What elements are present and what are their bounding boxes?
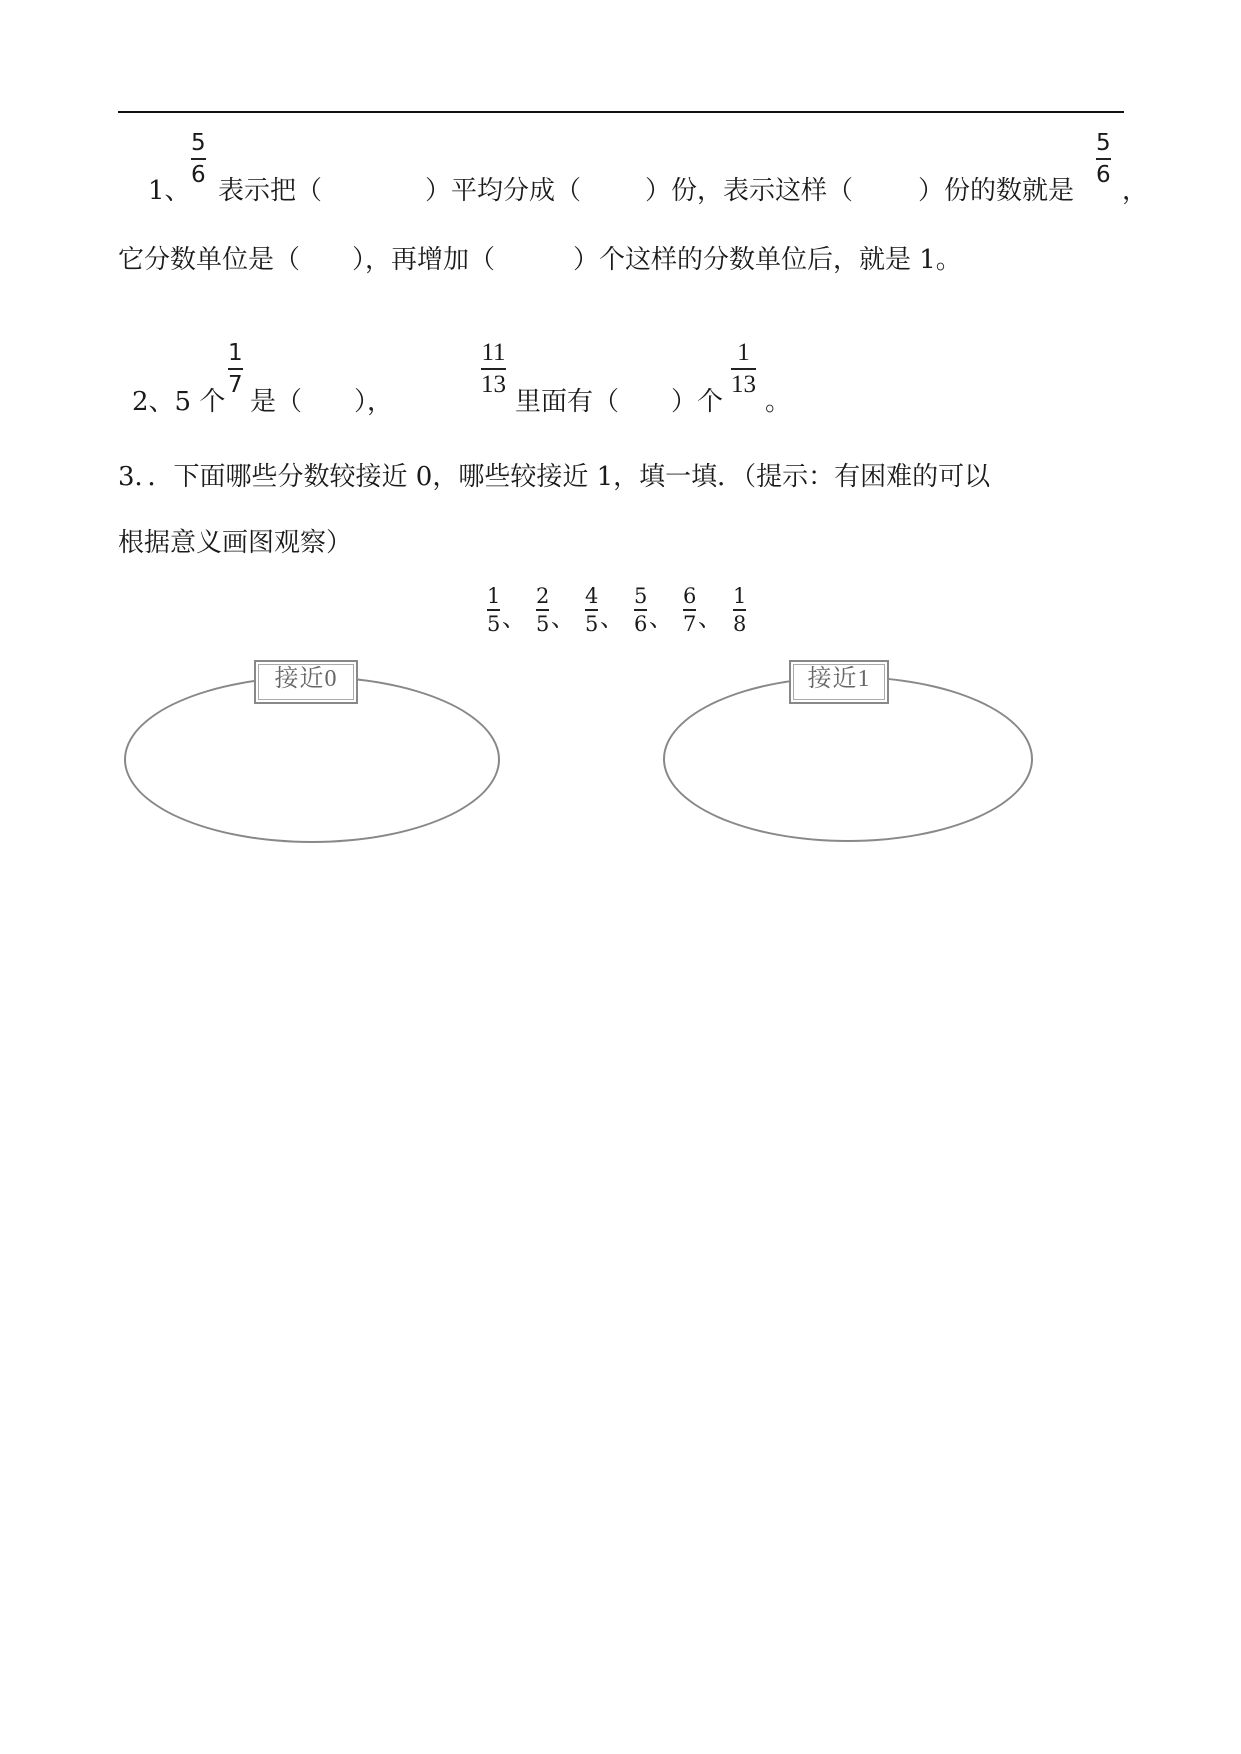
fraction-bar xyxy=(487,609,500,611)
fraction-bar xyxy=(731,368,756,370)
q3-line-2: 根据意义画图观察） xyxy=(118,528,353,558)
q2-fraction-a-denominator: 7 xyxy=(228,372,243,398)
q3-fraction-3-numerator: 4 xyxy=(585,584,599,608)
q2-text-a: 是（ ）， xyxy=(250,387,394,417)
near-one-label: 接近1 xyxy=(789,660,889,704)
q1-fraction-b xyxy=(1096,130,1111,188)
fraction-bar xyxy=(1096,158,1111,160)
q3-line-1: 3．．下面哪些分数较接近 0，哪些较接近 1，填一填．（提示：有困难的可以 xyxy=(118,462,991,492)
q1-fraction-a xyxy=(191,130,206,188)
q3-fraction-2 xyxy=(536,585,549,635)
q3-separator: 、 xyxy=(649,604,673,632)
q1-text-c: ）份，表示这样（ xyxy=(645,176,854,206)
q1-fraction-a-numerator: 5 xyxy=(191,130,206,156)
q2-fraction-c-numerator: 1 xyxy=(737,339,750,366)
fraction-bar xyxy=(634,609,647,611)
q3-separator: 、 xyxy=(600,604,624,632)
fraction-bar xyxy=(733,609,746,611)
q3-fraction-6 xyxy=(733,585,746,635)
q2-fraction-a xyxy=(228,340,243,398)
q3-fraction-2-denominator: 5 xyxy=(536,612,550,636)
q2-fraction-c-denominator: 13 xyxy=(731,371,756,398)
fraction-bar xyxy=(585,609,598,611)
near-zero-label: 接近0 xyxy=(254,660,358,704)
q3-fraction-3 xyxy=(585,585,598,635)
q3-separator: 、 xyxy=(551,604,575,632)
q3-fraction-5 xyxy=(683,585,696,635)
fraction-bar xyxy=(481,368,506,370)
q3-separator: 、 xyxy=(698,604,722,632)
q3-separator: 、 xyxy=(502,604,526,632)
q1-text-d: ）份的数就是 xyxy=(918,176,1075,206)
q3-fraction-3-denominator: 5 xyxy=(585,612,599,636)
q3-fraction-1 xyxy=(487,585,500,635)
q3-fraction-6-numerator: 1 xyxy=(733,584,747,608)
q2-fraction-c xyxy=(731,340,756,398)
q3-fraction-1-denominator: 5 xyxy=(487,612,501,636)
fraction-bar xyxy=(683,609,696,611)
q1-fraction-b-denominator: 6 xyxy=(1096,162,1111,188)
header-rule xyxy=(118,111,1124,113)
q2-fraction-b xyxy=(481,340,506,398)
q3-fraction-2-numerator: 2 xyxy=(536,584,550,608)
q2-text-c: 。 xyxy=(765,387,792,417)
fraction-bar xyxy=(536,609,549,611)
q3-fraction-4-denominator: 6 xyxy=(634,612,648,636)
q1-number: 1、 xyxy=(148,176,191,206)
q3-fraction-4 xyxy=(634,585,647,635)
q1-fraction-b-numerator: 5 xyxy=(1096,130,1111,156)
q2-fraction-b-numerator: 11 xyxy=(481,339,506,366)
q1-fraction-a-denominator: 6 xyxy=(191,162,206,188)
q2-text-b: 里面有（ ）个 xyxy=(515,387,724,417)
q1-text-e: ， xyxy=(1122,176,1149,206)
q1-text-b: ）平均分成（ xyxy=(425,176,582,206)
q3-fraction-1-numerator: 1 xyxy=(487,584,501,608)
fraction-bar xyxy=(191,158,206,160)
q1-text-a: 表示把（ xyxy=(218,176,323,206)
q2-fraction-a-numerator: 1 xyxy=(228,340,243,366)
q2-number: 2、5 个 xyxy=(132,387,226,417)
q3-fraction-5-numerator: 6 xyxy=(683,584,697,608)
q3-fraction-6-denominator: 8 xyxy=(733,612,747,636)
q1-line-2: 它分数单位是（ ），再增加（ ）个这样的分数单位后，就是 1。 xyxy=(118,245,962,275)
fraction-bar xyxy=(228,368,243,370)
q3-fraction-5-denominator: 7 xyxy=(683,612,697,636)
q3-fraction-4-numerator: 5 xyxy=(634,584,648,608)
q2-fraction-b-denominator: 13 xyxy=(481,371,506,398)
